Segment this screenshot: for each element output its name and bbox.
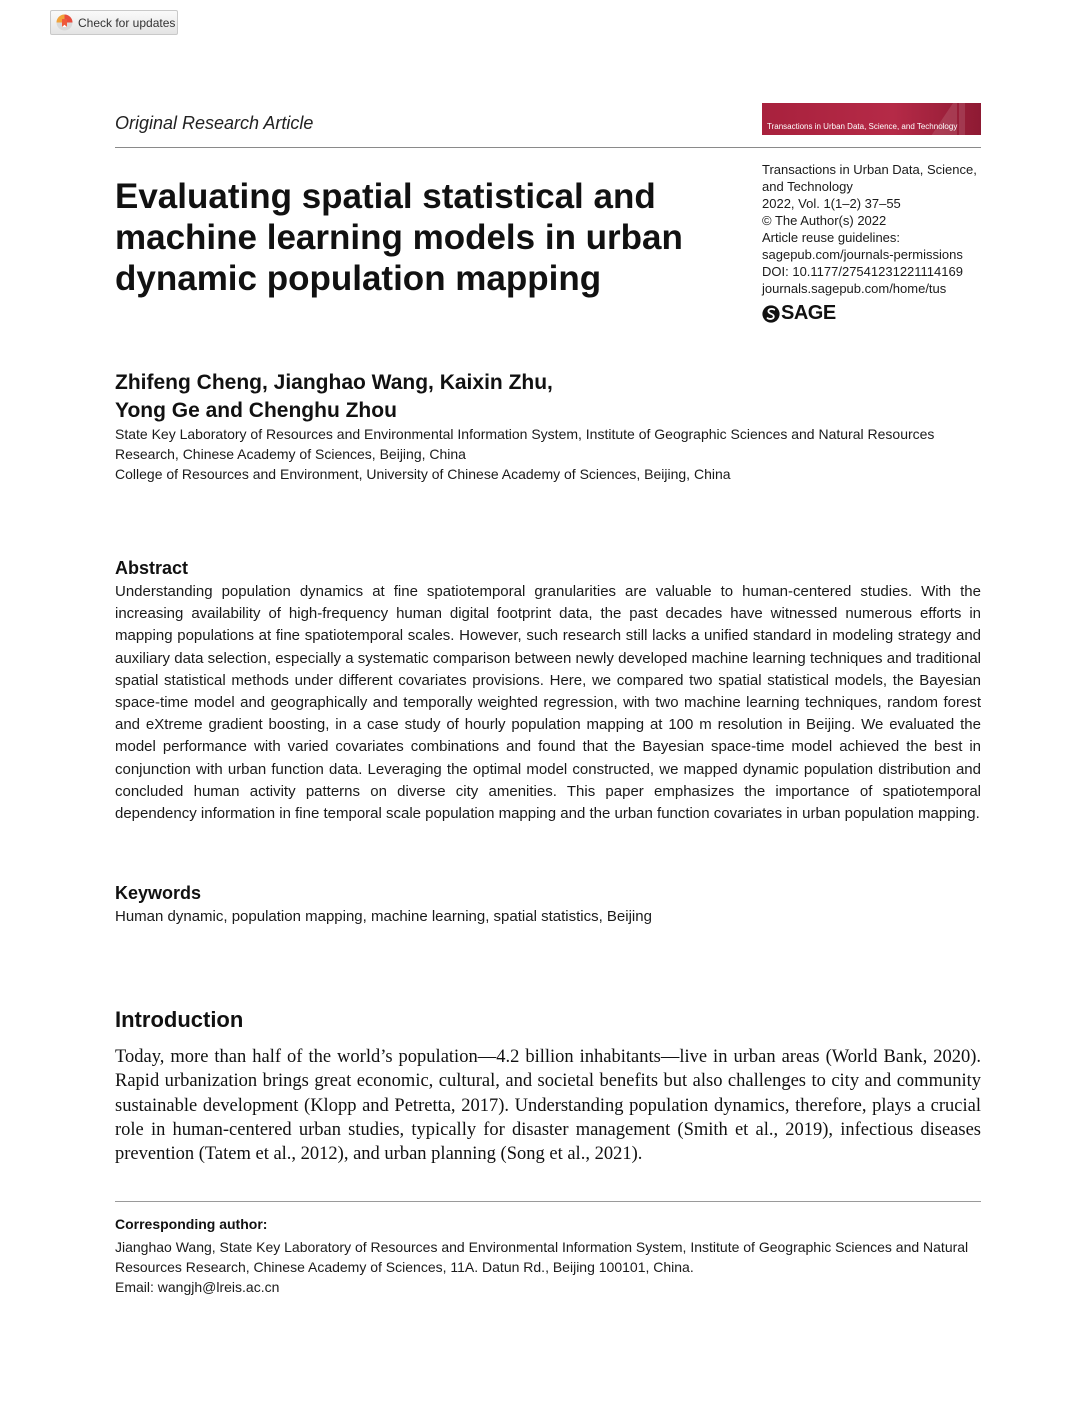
keywords-heading: Keywords bbox=[115, 883, 202, 903]
volume-info: 2022, Vol. 1(1–2) 37–55 bbox=[762, 196, 901, 211]
affiliation: State Key Laboratory of Resources and Environmental Information System, Institute of Geographic Sciences and Natural Resources Research, Chinese Academy of Sciences, Beijing, China bbox=[115, 426, 935, 462]
permissions-link[interactable]: sagepub.com/journals-permissions bbox=[762, 247, 963, 262]
abstract-heading: Abstract bbox=[115, 558, 189, 578]
sage-logo bbox=[762, 302, 836, 325]
affiliations bbox=[115, 424, 985, 484]
corresponding-author-label: Corresponding author: bbox=[115, 1216, 268, 1232]
journal-homepage-link[interactable]: journals.sagepub.com/home/tus bbox=[762, 281, 947, 296]
article-title: Evaluating spatial statistical and machine learning models in urban dynamic population mapping bbox=[115, 177, 683, 298]
journal-banner-text: Transactions in Urban Data, Science, and Technology bbox=[767, 122, 958, 131]
check-for-updates-label: Check for updates bbox=[78, 15, 176, 30]
reuse-guidelines-label: Article reuse guidelines: bbox=[762, 230, 901, 245]
crossmark-icon bbox=[56, 14, 73, 31]
affiliation: College of Resources and Environment, University of Chinese Academy of Sciences, Beijing, China bbox=[115, 466, 731, 482]
corresponding-author-address: Jianghao Wang, State Key Laboratory of Resources and Environmental Information System, Institute of Geographic Sciences and Natural Resources Research, Chinese Academy of Sciences, 11A. Datun Rd., Beijing 100101, China. bbox=[115, 1239, 969, 1275]
journal-name-line: Transactions in Urban Data, Science, bbox=[762, 162, 977, 177]
header-divider bbox=[115, 147, 981, 148]
footnote-divider bbox=[115, 1201, 981, 1202]
journal-banner bbox=[762, 103, 981, 135]
sage-logo-icon bbox=[762, 305, 780, 323]
corresponding-author-email[interactable]: Email: wangjh@lreis.ac.cn bbox=[115, 1279, 280, 1295]
introduction-text: Today, more than half of the world’s population—4.2 billion inhabitants—live in urban areas (World Bank, 2020). Rapid urbanization brings great economic, cultural, and societal benefits but also challenges to city and community sustainable development (Klopp and Petretta, 2017). Understanding population dynamics, therefore, plays a crucial role in human-centered urban studies, typically for disaster management (Smith et al., 2019), infectious diseases prevention (Tatem et al., 2012), and urban planning (Song et al., 2021). bbox=[115, 1047, 981, 1165]
check-for-updates-button[interactable] bbox=[50, 10, 178, 35]
authors-line: Zhifeng Cheng, Jianghao Wang, Kaixin Zhu, bbox=[115, 371, 553, 394]
authors-line: Yong Ge and Chenghu Zhou bbox=[115, 399, 397, 422]
doi[interactable]: DOI: 10.1177/27541231221114169 bbox=[762, 264, 963, 279]
authors bbox=[115, 369, 765, 425]
copyright: © The Author(s) 2022 bbox=[762, 213, 887, 228]
corresponding-author-details bbox=[115, 1237, 985, 1297]
journal-info bbox=[762, 161, 987, 297]
keywords-text: Human dynamic, population mapping, machine learning, spatial statistics, Beijing bbox=[115, 908, 652, 925]
abstract-text: Understanding population dynamics at fine spatiotemporal granularities are valuable to human-centered studies. With the increasing availability of high-frequency human digital footprint data, the past decades have witnessed numerous efforts in mapping populations at fine spatiotemporal scales. However, such research still lacks a unified standard in modeling strategy and auxiliary data selection, especially a systematic comparison between newly developed machine learning techniques and traditional spatial statistical methods under different covariates provisions. Here, we compared two spatial statistical models, the Bayesian space-time model and geographically and temporally weighted regression, with two machine learning techniques, random forest and eXtreme gradient boosting, in a case study of hourly population mapping at 100 m resolution in Beijing. We evaluated the model performance with varied covariates combinations and found that the Bayesian space-time model achieved the best in conjunction with urban function data. Leveraging the optimal model constructed, we mapped dynamic population distribution and concluded human activity patterns on diverse city amenities. This paper emphasizes the importance of spatiotemporal dependency information in fine temporal scale population mapping and the urban function covariates in urban population mapping. bbox=[115, 583, 981, 823]
journal-name-line: and Technology bbox=[762, 179, 853, 194]
sage-wordmark: SAGE bbox=[781, 302, 836, 324]
article-type: Original Research Article bbox=[115, 113, 314, 133]
introduction-heading: Introduction bbox=[115, 1007, 244, 1032]
